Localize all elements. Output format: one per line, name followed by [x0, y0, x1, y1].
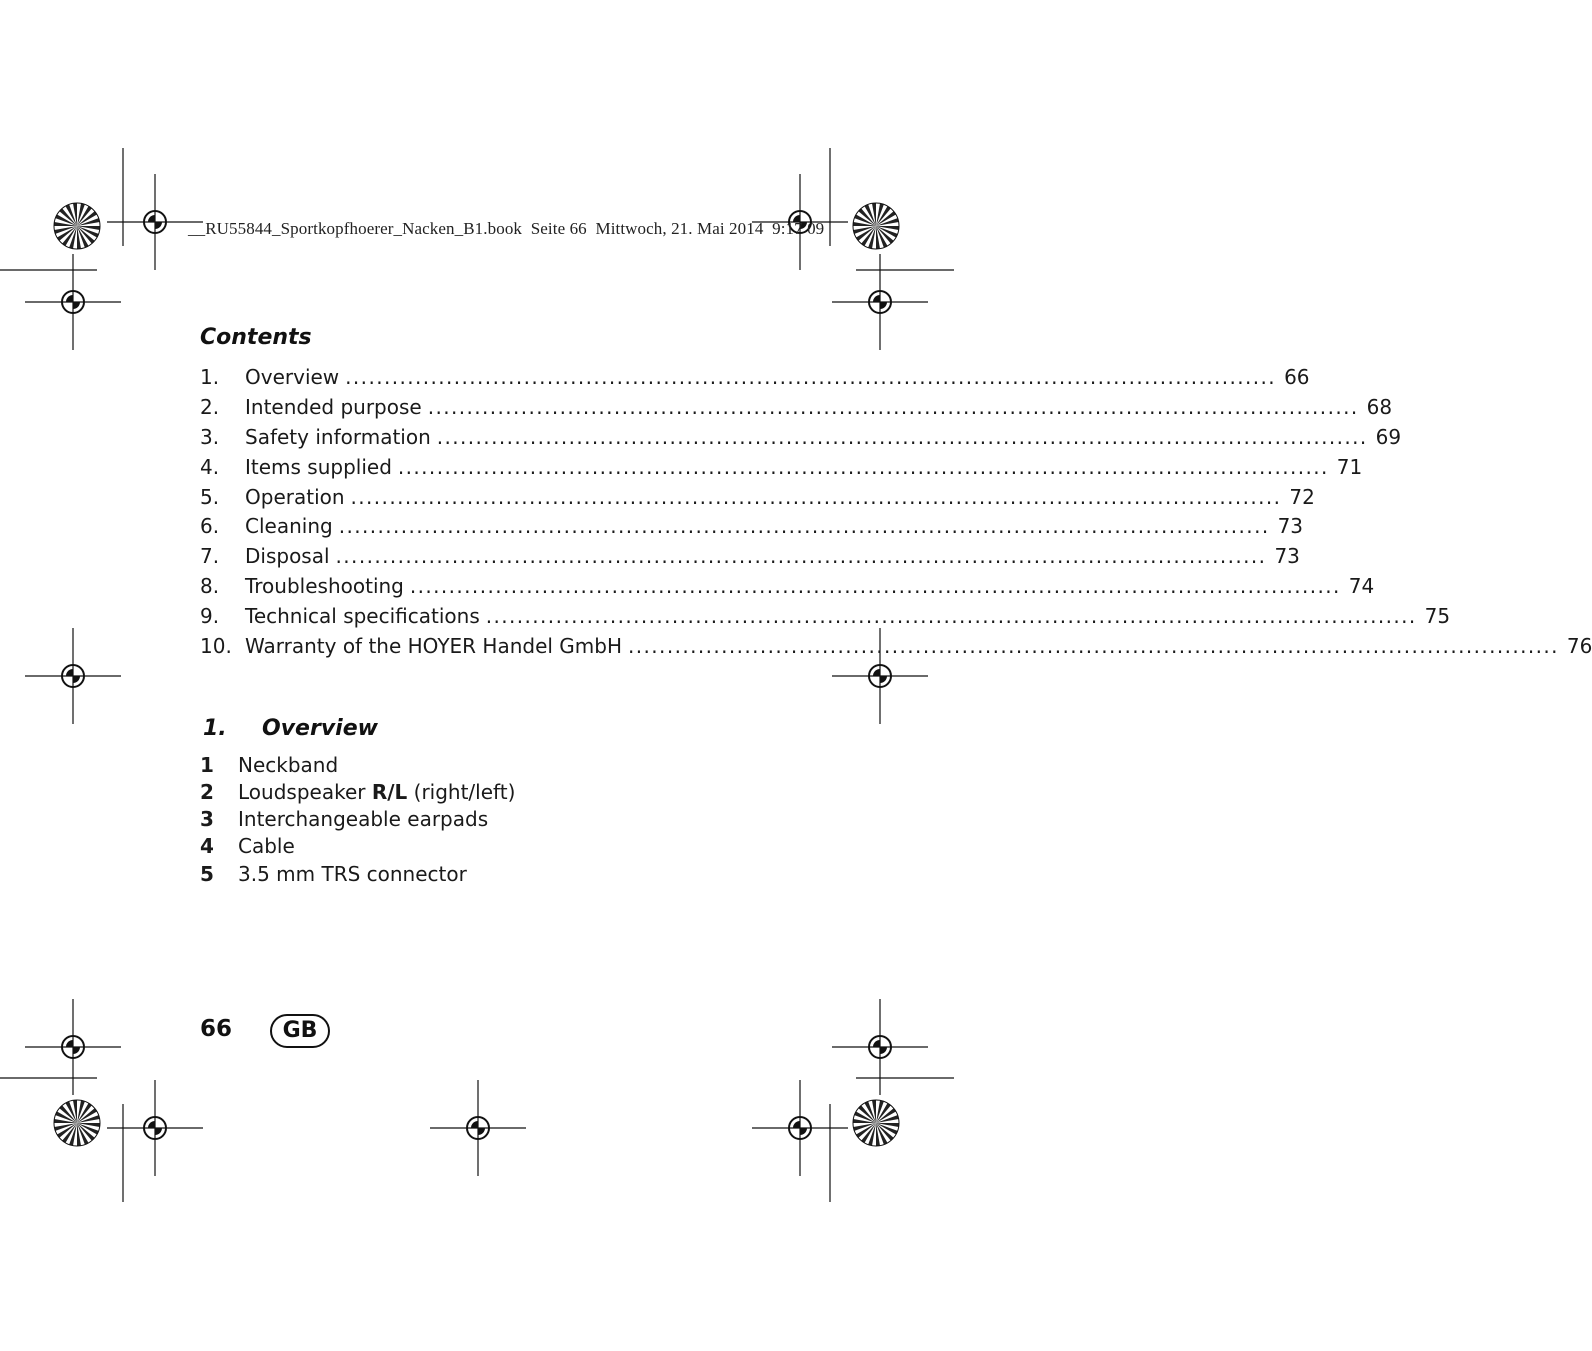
toc-entry-number: 5.	[200, 485, 220, 509]
toc-entry-number: 7.	[200, 544, 220, 568]
part-number: 2	[200, 780, 214, 804]
print-slug-line: __RU55844_Sportkopfhoerer_Nacken_B1.book Seite 66 Mittwoch, 21. Mai 2014 9:17 09	[188, 219, 825, 238]
toc-entry[interactable]	[200, 511, 1304, 541]
registration-mark	[832, 254, 928, 350]
toc-entry[interactable]	[200, 392, 1393, 422]
part-number: 3	[200, 807, 214, 831]
toc-entry-number: 1.	[200, 365, 220, 389]
list-item	[200, 833, 295, 860]
toc-leader-dots: ........................................................................................................................	[485, 604, 1417, 628]
starburst-mark	[853, 203, 899, 249]
toc-entry-page: 66	[1284, 365, 1310, 389]
part-label-suffix: (right/left)	[407, 780, 516, 804]
toc-entry[interactable]	[200, 452, 1363, 482]
toc-entry-title: Cleaning	[245, 514, 333, 538]
part-number: 5	[200, 862, 214, 886]
toc-leader-dots: ........................................................................................................................	[338, 514, 1270, 538]
list-item	[200, 752, 338, 779]
toc-leader-dots: ........................................................................................................................	[335, 544, 1267, 568]
toc-entry-page: 74	[1348, 574, 1375, 598]
toc-entry-title: Items supplied	[245, 455, 392, 479]
toc-entry-number: 6.	[200, 514, 220, 538]
toc-entry-title: Troubleshooting	[245, 574, 404, 598]
overview-heading	[203, 716, 378, 741]
toc-entry-title: Overview	[245, 365, 340, 389]
part-number: 4	[200, 834, 214, 858]
toc-leader-dots: ........................................................................................................................	[397, 455, 1329, 479]
registration-mark	[25, 254, 121, 350]
part-number: 1	[200, 753, 214, 777]
overview-section-number: 1.	[203, 716, 227, 741]
toc-entry-number: 3.	[200, 425, 220, 449]
toc-entry-title: Safety information	[245, 425, 431, 449]
toc-entry-page: 76	[1566, 634, 1592, 658]
contents-heading: Contents	[200, 325, 312, 350]
list-item	[200, 806, 488, 833]
toc-entry[interactable]	[200, 362, 1310, 392]
toc-entry-page: 73	[1277, 514, 1304, 538]
toc-entry-page: 73	[1274, 544, 1300, 568]
overview-section-title: Overview	[262, 716, 378, 741]
registration-mark	[832, 999, 928, 1095]
toc-entry[interactable]	[200, 422, 1402, 452]
toc-entry[interactable]	[200, 482, 1315, 512]
registration-mark	[107, 1080, 203, 1176]
toc-entry-page: 68	[1366, 395, 1393, 419]
registration-mark	[430, 1080, 526, 1176]
registration-mark	[752, 1080, 848, 1176]
toc-entry-page: 71	[1336, 455, 1363, 479]
toc-entry-title: Intended purpose	[245, 395, 422, 419]
toc-leader-dots: ........................................................................................................................	[350, 485, 1282, 509]
toc-leader-dots: ........................................................................................................................	[409, 574, 1341, 598]
part-label: Interchangeable earpads	[238, 807, 489, 831]
toc-entry-title: Operation	[245, 485, 345, 509]
toc-entry[interactable]	[200, 601, 1451, 631]
toc-entry-number: 9.	[200, 604, 220, 628]
language-badge: GB	[270, 1014, 330, 1048]
toc-entry-page: 72	[1289, 485, 1315, 509]
toc-entry-page: 69	[1375, 425, 1402, 449]
starburst-mark	[54, 1100, 100, 1146]
part-label: Neckband	[238, 753, 339, 777]
toc-leader-dots: ........................................................................................................................	[436, 425, 1368, 449]
toc-entry-number: 2.	[200, 395, 220, 419]
toc-entry-title: Warranty of the HOYER Handel GmbH	[245, 634, 623, 658]
part-label: Loudspeaker	[238, 780, 372, 804]
toc-entry-page: 75	[1424, 604, 1451, 628]
page-number: 66	[200, 1016, 233, 1042]
list-item	[200, 779, 515, 806]
list-item	[200, 861, 467, 888]
toc-entry-number: 10.	[200, 634, 232, 658]
registration-mark	[25, 628, 121, 724]
part-label: 3.5 mm TRS connector	[238, 862, 467, 886]
starburst-mark	[54, 203, 100, 249]
toc-leader-dots: ........................................................................................................................	[628, 634, 1559, 658]
part-label: Cable	[238, 834, 295, 858]
part-label-bold: R/L	[371, 780, 408, 804]
toc-entry-number: 8.	[200, 574, 220, 598]
toc-leader-dots: ........................................................................................................................	[345, 365, 1277, 389]
toc-entry[interactable]	[200, 631, 1592, 661]
starburst-mark	[853, 1100, 899, 1146]
toc-entry-number: 4.	[200, 455, 220, 479]
registration-mark	[25, 999, 121, 1095]
toc-entry[interactable]	[200, 571, 1375, 601]
toc-leader-dots: ........................................................................................................................	[427, 395, 1359, 419]
toc-entry[interactable]	[200, 541, 1300, 571]
toc-entry-title: Disposal	[245, 544, 330, 568]
toc-entry-title: Technical specifications	[245, 604, 480, 628]
